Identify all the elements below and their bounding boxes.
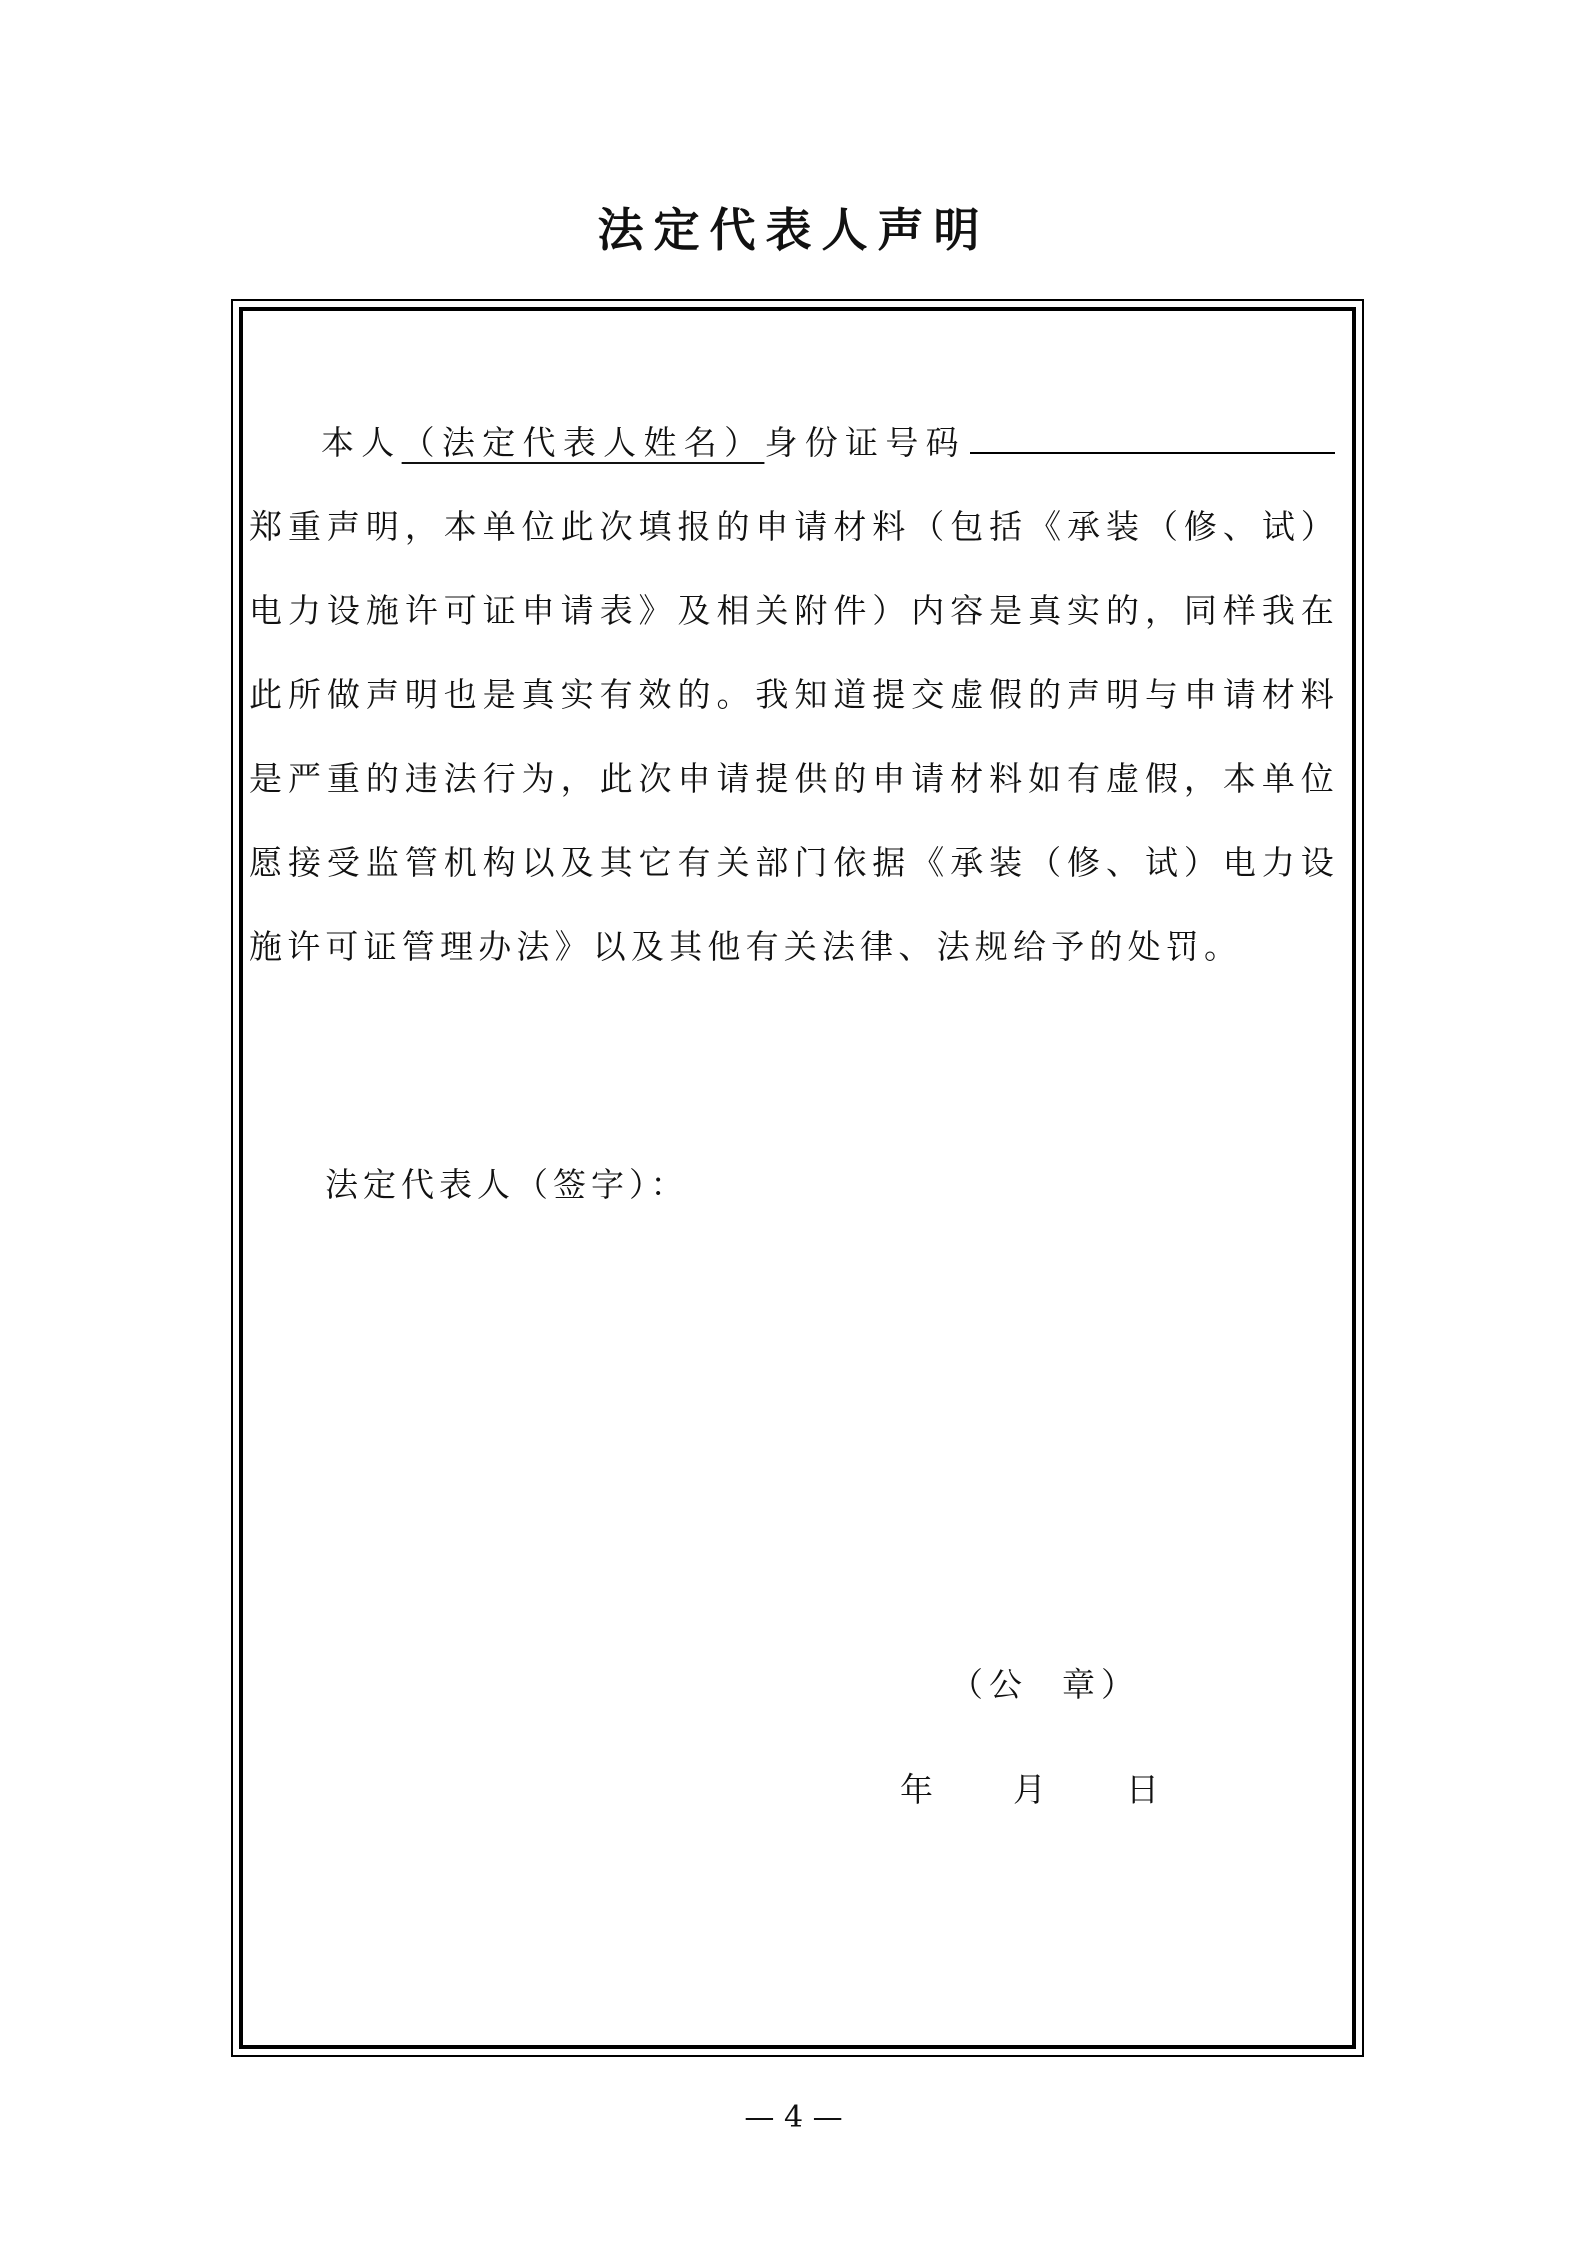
date-line [900, 1760, 1159, 1820]
seal-close-paren: ） [1101, 1665, 1134, 1704]
id-number-label: 身份证号码 [764, 423, 966, 462]
date-year: 年 [900, 1770, 933, 1809]
page-number: — 4 — [744, 2100, 843, 2135]
declaration-body: 郑重声明，本单位此次填报的申请材料（包括《承装（修、试）电力设施许可证申请表》及相关附件）内容是真实的，同样我在此所做声明也是真实有效的。我知道提交虚假的声明与申请材料是严重的违法行为，此次申请提供的申请材料如有虚假，本单位愿接受监管机构以及其它有关部门依据《承装（修、试）电力设施许可证管理办法》以及其他有关法律、法规给予的处罚。 [249, 507, 1339, 966]
seal-open-paren: （ [950, 1665, 983, 1704]
declaration-paragraph [249, 401, 1339, 989]
seal-char-zhang: 章 [1062, 1665, 1095, 1704]
signature-label: 法定代表人（签字）： [325, 1165, 689, 1204]
declaration-prefix: 本人 [321, 423, 402, 462]
legal-rep-name-field: （法定代表人姓名） [401, 423, 765, 462]
seal-char-gong: 公 [989, 1665, 1022, 1704]
id-number-blank [970, 422, 1335, 454]
page-title: 法定代表人声明 [597, 203, 990, 257]
official-seal-label [950, 1655, 1134, 1715]
date-month: 月 [1013, 1770, 1046, 1809]
date-day: 日 [1126, 1770, 1159, 1809]
